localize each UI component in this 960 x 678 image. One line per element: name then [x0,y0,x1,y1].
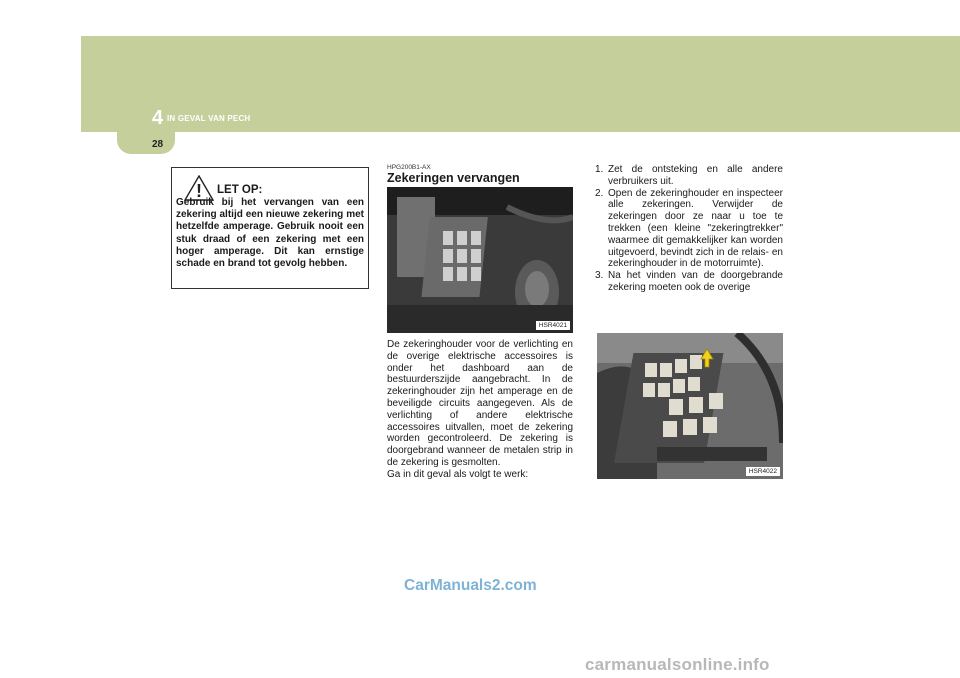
page-number: 28 [152,139,164,150]
section-heading: Zekeringen vervangen [387,171,520,185]
warning-box [171,167,369,289]
list-item [595,270,783,294]
step-text: Na het vinden van de doorgebrande zekering moeten ook de overige [608,270,783,293]
footer-watermark: carmanualsonline.info [585,655,770,674]
warning-title: LET OP: [217,184,263,196]
chapter-title: IN GEVAL VAN PECH [167,114,251,123]
svg-text:!: ! [196,181,202,201]
fuse-box-photo-engine [597,333,783,479]
step-text: Open de zekeringhouder en inspecteer alle zekeringen. Verwijder de zekeringen door ze naar u toe te trekken (een kleine "zekeringtrekker" waarmee dit gemakkelijker kan worden uitgevoerd, bevindt zich in de relais- en zekeringhouder in de motorruimte). [608,187,783,270]
engine-photo-graphic [597,333,783,479]
warning-text: Gebruik bij het vervangen van een zekering altijd een nieuwe zekering met hetzelfde amperage. Gebruik nooit een stuk draad of een zekering met een hoger amperage. Dit kan ernstige schade en brand tot gevolg hebben. [176,197,364,270]
dashboard-photo-graphic [387,187,573,333]
page-tab [117,132,175,154]
step-text: Zet de ontsteking en alle andere verbruikers uit. [608,164,783,187]
photo2-label: HSR4022 [746,467,780,476]
fuse-box-photo-dashboard [387,187,573,333]
step-number: 3. [595,270,604,282]
list-item [595,188,783,271]
list-item [595,164,783,188]
chapter-number: 4 [152,107,164,129]
steps-list [595,164,783,294]
watermark: CarManuals2.com [404,577,537,594]
section-code: HPG200B1-AX [387,164,431,171]
paragraph-text-2: Ga in dit geval als volgt te werk: [387,468,529,480]
section-paragraph [387,339,573,481]
paragraph-text: De zekeringhouder voor de verlichting en de overige elektrische accessoires is onder het dashboard aan de bestuurderszijde aangebracht. In de zekeringhouder zijn het amperage en de beveiligde circuits aangegeven. Als de verlichting of andere elektrische accessoires uitvallen, moet de zekering worden gecontroleerd. De zekering is doorgebrand wanneer de metalen strip in de zekering is gesmolten. [387,339,573,468]
step-number: 1. [595,164,604,175]
photo1-label: HSR4021 [536,321,570,330]
step-number: 2. [595,187,604,199]
